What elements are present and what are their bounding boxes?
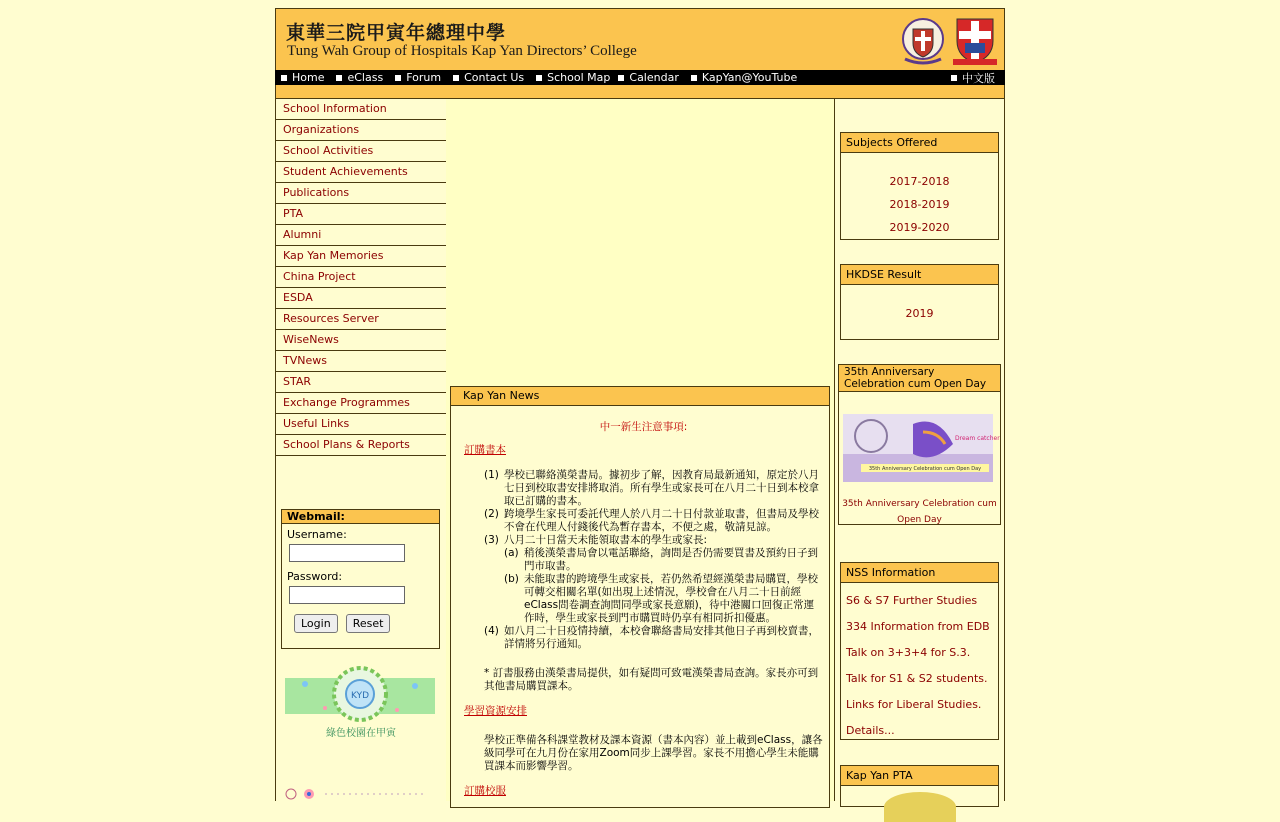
- hkdse-year-link-2019[interactable]: 2019: [905, 307, 934, 320]
- nav-youtube[interactable]: KapYan@YouTube: [691, 71, 797, 84]
- banner-caption-text: 35th Anniversary Celebration cum Open Day: [868, 466, 982, 472]
- nss-link-talk-s1-s2[interactable]: Talk for S1 & S2 students.: [846, 672, 988, 685]
- nav-school-map[interactable]: School Map: [536, 71, 610, 84]
- nav-forum[interactable]: Forum: [395, 71, 441, 84]
- nss-link-talk-334[interactable]: Talk on 3+3+4 for S.3.: [846, 646, 971, 659]
- sidebar-item-organizations[interactable]: Organizations: [276, 120, 446, 141]
- nss-information-box: [840, 562, 999, 740]
- anniversary-title: 35th Anniversary Celebration cum Open Day: [839, 365, 1000, 392]
- right-sidebar: [835, 99, 1005, 801]
- nav-calendar[interactable]: Calendar: [618, 71, 678, 84]
- password-label: Password:: [287, 570, 343, 583]
- hkdse-result-box: [840, 264, 999, 340]
- list-item: (a) 稍後漢榮書局會以電話聯絡，詢問是否仍需要買書及預約日子到門市取書。: [504, 547, 818, 572]
- news-paragraph: 學校正準備各科課堂教材及課本資源（書本內容）並上載到eClass，讓各級同學可在九月份在家用Zoom同步上課學習。家長不用擔心學生未能購買課本而影響學習。: [484, 734, 823, 772]
- bullet-icon: [395, 75, 401, 81]
- header-bottom-bar: [275, 85, 1005, 99]
- nss-information-title: NSS Information: [841, 563, 998, 583]
- webmail-login-box: [281, 509, 440, 649]
- site-header: [275, 8, 1005, 71]
- sidebar-item-exchange-programmes[interactable]: Exchange Programmes: [276, 393, 446, 414]
- bullet-icon: [691, 75, 697, 81]
- sidebar-item-kap-yan-memories[interactable]: Kap Yan Memories: [276, 246, 446, 267]
- banner-tag-text: Dream catcher: [955, 435, 1000, 442]
- list-item: (4) 如八月二十日疫情持續，本校會聯絡書局安排其他日子再到校賣書， 詳情將另行通知。: [484, 625, 819, 650]
- nss-link-liberal-studies[interactable]: Links for Liberal Studies.: [846, 698, 982, 711]
- sidebar-item-school-plans-reports[interactable]: School Plans & Reports: [276, 435, 446, 456]
- anniversary-caption-link[interactable]: 35th Anniversary Celebration cum Open Day: [842, 499, 997, 525]
- nav-contact-us[interactable]: Contact Us: [453, 71, 524, 84]
- sidebar-item-student-achievements[interactable]: Student Achievements: [276, 162, 446, 183]
- nav-home[interactable]: Home: [281, 71, 324, 84]
- password-input[interactable]: [289, 586, 405, 604]
- bullet-icon: [536, 75, 542, 81]
- hkdse-result-title: HKDSE Result: [841, 265, 998, 285]
- sidebar-item-china-project[interactable]: China Project: [276, 267, 446, 288]
- sidebar-item-publications[interactable]: Publications: [276, 183, 446, 204]
- list-item: (1) 學校已聯絡漢榮書局。據初步了解，因教育局最新通知，原定於八月七日到校取書安排將取消。所有學生或家長可在八月二十日到本校拿取已訂購的書本。: [484, 469, 819, 507]
- webmail-title: Webmail:: [282, 510, 439, 524]
- news-title: Kap Yan News: [451, 387, 829, 406]
- news-notice-heading: 中一新生注意事項:: [599, 421, 688, 433]
- login-button[interactable]: Login: [294, 614, 338, 633]
- list-item: (2) 跨境學生家長可委託代理人於八月二十日付款並取書，但書局及學校不會在代理人付錢後代為暫存書本，不便之處，敬請見諒。: [484, 508, 819, 533]
- anniversary-banner[interactable]: [843, 414, 1000, 482]
- news-list: [484, 469, 823, 651]
- site-title-english: Tung Wah Group of Hospitals Kap Yan Directors’ College: [287, 43, 637, 59]
- nav-chinese-version[interactable]: 中文版: [951, 70, 995, 85]
- reset-button[interactable]: Reset: [346, 614, 391, 633]
- sidebar-item-resources-server[interactable]: Resources Server: [276, 309, 446, 330]
- subjects-offered-title: Subjects Offered: [841, 133, 998, 153]
- decorative-flowers-icon: [285, 787, 435, 801]
- year-link-2017-2018[interactable]: 2017-2018: [889, 175, 950, 188]
- page-frame: [275, 8, 1005, 800]
- tung-wah-crest-icon: [899, 15, 947, 67]
- list-item: (3) 八月二十日當天未能領取書本的學生或家長:: [484, 534, 708, 546]
- username-input[interactable]: [289, 544, 405, 562]
- sidebar-item-star[interactable]: STAR: [276, 372, 446, 393]
- pta-box: [840, 765, 999, 807]
- kap-yan-news-panel: [450, 386, 830, 808]
- nav-eclass[interactable]: eClass: [336, 71, 383, 84]
- sidebar-item-school-activities[interactable]: School Activities: [276, 141, 446, 162]
- bullet-icon: [951, 75, 957, 81]
- subjects-offered-box: [840, 132, 999, 240]
- year-link-2018-2019[interactable]: 2018-2019: [889, 198, 950, 211]
- bullet-icon: [336, 75, 342, 81]
- green-campus-caption: 綠色校園在甲寅: [326, 728, 396, 739]
- bullet-icon: [618, 75, 624, 81]
- news-section-uniform-order[interactable]: 訂購校服: [464, 785, 506, 797]
- sidebar-item-wisenews[interactable]: WiseNews: [276, 330, 446, 351]
- bullet-icon: [453, 75, 459, 81]
- main-content: [446, 99, 835, 801]
- sidebar-item-alumni[interactable]: Alumni: [276, 225, 446, 246]
- bullet-icon: [281, 75, 287, 81]
- pta-logo-icon[interactable]: [884, 792, 956, 822]
- list-item: (b) 未能取書的跨境學生或家長，若仍然希望經漢榮書局購買，學校可轉交相關名單(如出現上述情況，學校會在八月二十日前經eClass問卷調查詢問同學或家長意願)，待中港關口回復正常運作時，學生或家長到門市購買時仍享有相同折扣優惠。: [504, 573, 818, 624]
- sidebar-item-esda[interactable]: ESDA: [276, 288, 446, 309]
- left-sidebar: [275, 99, 447, 801]
- nss-link-details[interactable]: Details...: [846, 724, 895, 737]
- sidebar-item-tvnews[interactable]: TVNews: [276, 351, 446, 372]
- sidebar-item-pta[interactable]: PTA: [276, 204, 446, 225]
- nss-link-further-studies[interactable]: S6 & S7 Further Studies: [846, 594, 978, 607]
- pta-title: Kap Yan PTA: [841, 766, 998, 786]
- news-section-learning-resources[interactable]: 學習資源安排: [464, 705, 527, 717]
- sidebar-menu: [276, 99, 446, 456]
- kyd-badge-text: KYD: [350, 691, 370, 701]
- top-navigation: [275, 70, 1005, 85]
- news-section-book-order[interactable]: 訂購書本: [464, 444, 506, 456]
- nss-link-334-information[interactable]: 334 Information from EDB: [846, 620, 990, 633]
- sidebar-item-useful-links[interactable]: Useful Links: [276, 414, 446, 435]
- anniversary-box: [838, 364, 1001, 525]
- username-label: Username:: [287, 528, 347, 541]
- news-sub-list: [504, 547, 823, 625]
- site-title-chinese: 東華三院甲寅年總理中學: [286, 22, 507, 44]
- year-link-2019-2020[interactable]: 2019-2020: [889, 221, 950, 234]
- sidebar-item-school-information[interactable]: School Information: [276, 99, 446, 120]
- school-crest-icon: [951, 15, 999, 67]
- news-footnote: * 訂書服務由漢榮書局提供，如有疑問可致電漢榮書局查詢。家長亦可到其他書局購買課本。: [484, 667, 819, 692]
